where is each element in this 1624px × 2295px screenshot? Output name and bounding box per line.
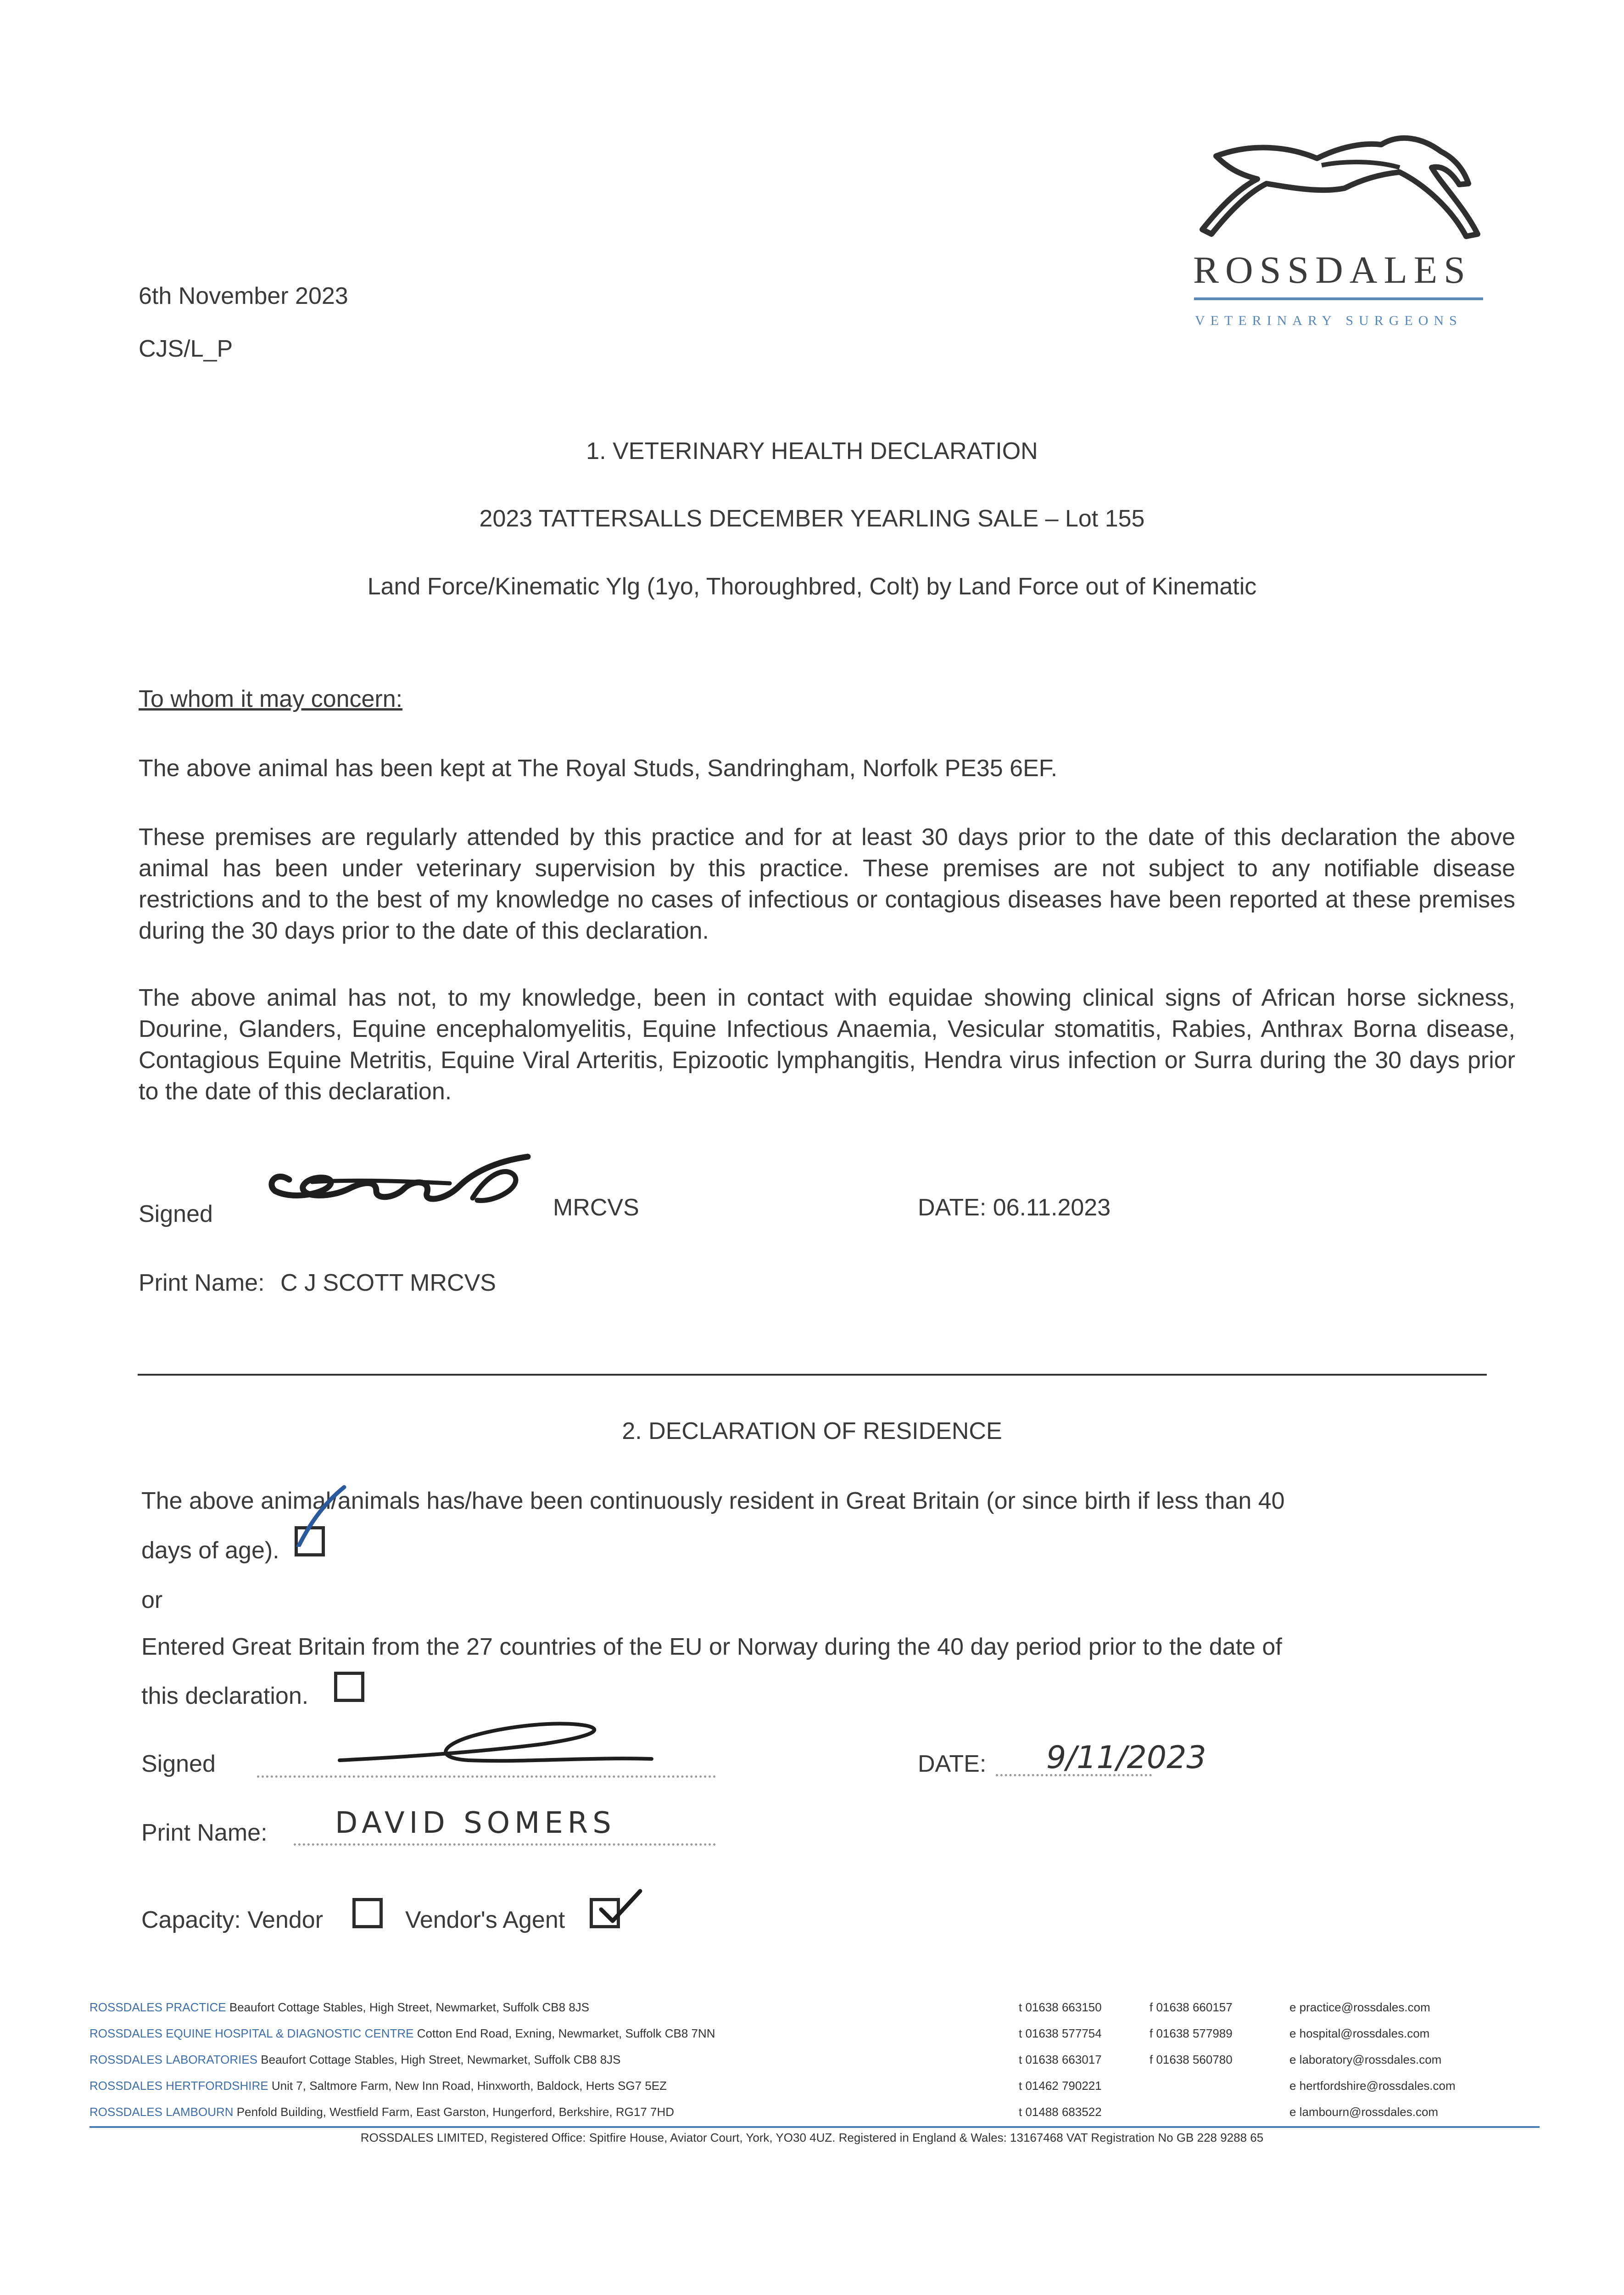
sale-title: 2023 TATTERSALLS DECEMBER YEARLING SALE – Lot 155 [479,505,1145,532]
footer-row-email: e lambourn@rossdales.com [1289,2105,1439,2119]
vet-signature [257,1148,551,1216]
footer-row-tel: t 01638 663150 [1019,2000,1102,2014]
logo-wordmark: ROSSDALES [1193,249,1472,291]
footer-row-address: Unit 7, Saltmore Farm, New Inn Road, Hinxworth, Baldock, Herts SG7 5EZ [271,2079,667,2093]
footer-row-email: e hertfordshire@rossdales.com [1289,2079,1456,2093]
letter-reference: CJS/L_P [139,336,233,362]
letter-date: 6th November 2023 [139,283,348,309]
footer-row-tel: t 01638 577754 [1019,2026,1102,2040]
footer-row-tel: t 01638 663017 [1019,2053,1102,2066]
capacity-agent-label: Vendor's Agent [405,1907,565,1933]
vet-print-name-label: Print Name: [139,1270,265,1296]
vet-print-name-value: C J SCOTT MRCVS [280,1270,496,1296]
vet-date-value: 06.11.2023 [993,1194,1111,1221]
footer-row-fax: f 01638 660157 [1150,2000,1233,2014]
salutation: To whom it may concern: [139,686,403,712]
vet-date-label: DATE: [918,1194,987,1221]
footer-row-address: Beaufort Cottage Stables, High Street, Newmarket, Suffolk CB8 8JS [229,2000,590,2014]
declarant-signature-line [257,1775,716,1778]
footer-row [89,2073,1540,2099]
residence-option2-line1: Entered Great Britain from the 27 countries of the EU or Norway during the 40 day period prior to the date of [141,1634,1282,1660]
residence-or: or [141,1587,163,1613]
footer-row-fax: f 01638 560780 [1150,2053,1233,2066]
footer-row-email: e practice@rossdales.com [1289,2000,1430,2014]
footer-row-email: e hospital@rossdales.com [1289,2026,1430,2040]
declarant-print-name-handwritten: DAVID SOMERS [335,1806,616,1840]
declarant-date-label: DATE: [918,1751,987,1777]
capacity-agent-tick-icon [592,1886,642,1928]
vet-print-name [139,1268,496,1299]
vet-signed-label: Signed [139,1201,213,1227]
supervision-paragraph: These premises are regularly attended by this practice and for at least 30 days prior to the date of this declaration the above animal has been under veterinary supervision by this practice. These premises are not subject to any notifiable disease restrictions and to the best of my knowledge no cases of infectious or contagious diseases have been reported at these premises during the 30 days prior to the date of this declaration. [139,824,1515,944]
footer-row [89,2047,1540,2073]
declarant-date-handwritten: 9/11/2023 [1046,1740,1206,1776]
footer-row-address: Penfold Building, Westfield Farm, East Garston, Hungerford, Berkshire, RG17 7HD [236,2105,675,2119]
footer-row [89,2099,1540,2125]
animal-description: Land Force/Kinematic Ylg (1yo, Thoroughbred, Colt) by Land Force out of Kinematic [367,573,1257,600]
footer-row-name: ROSSDALES PRACTICE [89,2000,226,2014]
company-logo [1184,133,1505,344]
contact-paragraph: The above animal has not, to my knowledge, been in contact with equidae showing clinical signs of African horse sickness, Dourine, Glanders, Equine encephalomyelitis, Equine Infectious Anaemia, Vesicular stomatitis, Rabies, Anthrax Borna disease, Contagious Equine Metritis, Equine Viral Arteritis, Epizootic lymphangitis, Hendra virus infection or Surra during the 30 days prior to the date of this declaration. [139,985,1515,1105]
residence-option2-line2: this declaration. [141,1683,309,1709]
footer-row-name: ROSSDALES HERTFORDSHIRE [89,2079,268,2093]
residence-option1-line2: days of age). [141,1537,279,1564]
footer-row-name: ROSSDALES EQUINE HOSPITAL & DIAGNOSTIC CENTRE [89,2026,414,2040]
footer-row-address: Beaufort Cottage Stables, High Street, Newmarket, Suffolk CB8 8JS [261,2053,621,2066]
capacity-vendor-checkbox[interactable] [352,1898,383,1928]
footer-row-address: Cotton End Road, Exning, Newmarket, Suffolk CB8 7NN [417,2026,715,2040]
vet-signed-suffix: MRCVS [553,1194,639,1221]
footer-contacts [89,1994,1540,2125]
residence-option1-line1: The above animal/animals has/have been continuously resident in Great Britain (or since birth if less than 40 [141,1488,1285,1514]
horse-logo-icon [1184,133,1505,252]
section-divider [138,1374,1487,1376]
vet-date [918,1192,1111,1224]
section1-title: 1. VETERINARY HEALTH DECLARATION [586,438,1038,465]
logo-underline [1194,297,1483,300]
logo-tagline: VETERINARY SURGEONS [1195,313,1462,328]
footer-registered-office: ROSSDALES LIMITED, Registered Office: Spitfire House, Aviator Court, York, YO30 4UZ. Registered in England & Wales: 13167468 VAT Registration No GB 228 9288 65 [360,2131,1264,2144]
footer-row-tel: t 01462 790221 [1019,2079,1102,2093]
footer-row-email: e laboratory@rossdales.com [1289,2053,1442,2066]
footer-row-fax: f 01638 577989 [1150,2026,1233,2040]
declarant-print-name-label: Print Name: [141,1819,268,1846]
residence-option2-checkbox[interactable] [334,1672,364,1702]
footer-row-name: ROSSDALES LAMBOURN [89,2105,234,2119]
declarant-signed-label: Signed [141,1751,216,1777]
section2-title: 2. DECLARATION OF RESIDENCE [622,1418,1002,1444]
footer-row [89,2021,1540,2047]
footer-row-name: ROSSDALES LABORATORIES [89,2053,258,2066]
declarant-signature [330,1717,661,1772]
footer-row-tel: t 01488 683522 [1019,2105,1102,2119]
premises-paragraph: The above animal has been kept at The Royal Studs, Sandringham, Norfolk PE35 6EF. [139,755,1058,782]
declarant-print-name-line [294,1843,716,1846]
capacity-vendor-label: Capacity: Vendor [141,1907,324,1933]
residence-option1-tick-icon [294,1483,349,1547]
footer-row [89,1994,1540,2021]
